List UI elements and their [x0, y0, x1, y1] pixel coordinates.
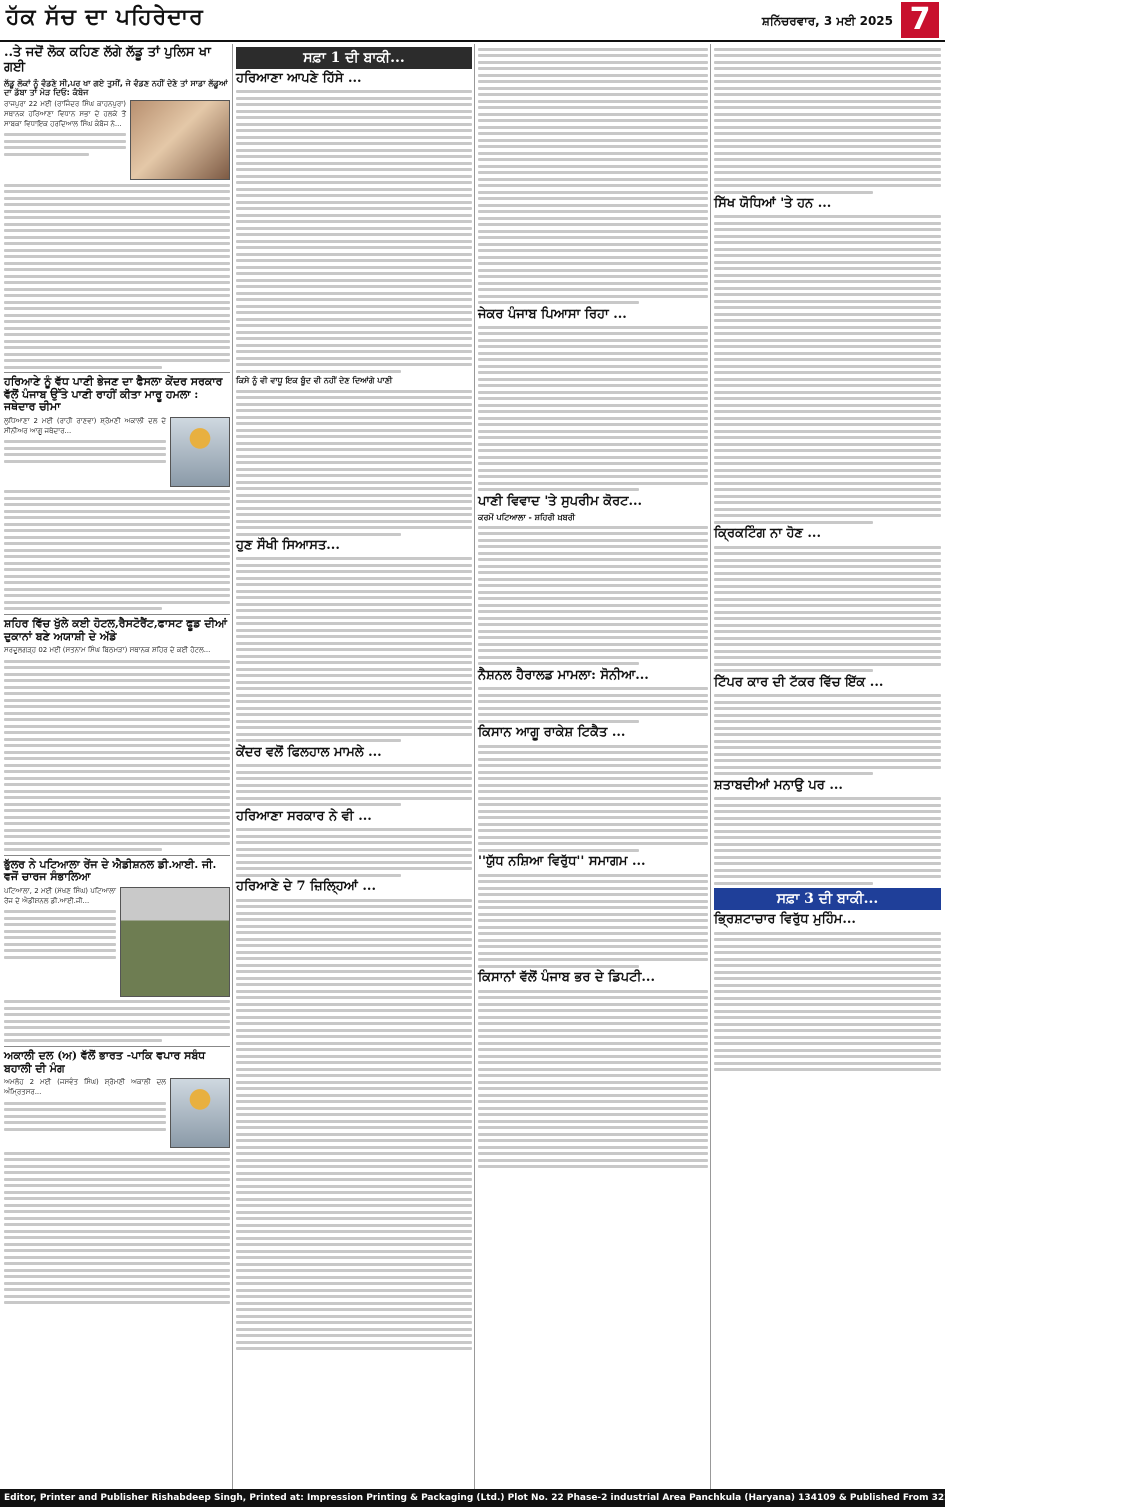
article-subhead: ਕਿਸੇ ਨੂੰ ਵੀ ਵਾਧੂ ਇਕ ਬੂੰਦ ਵੀ ਨਹੀਂ ਦੇਣ ਦਿਆਂਗੇ ਪਾਣੀ: [236, 376, 393, 386]
article-body-text: [478, 526, 708, 666]
column-2: [236, 44, 472, 1489]
article-body-text: [4, 133, 126, 156]
article-body-text: [478, 326, 708, 492]
article-body-text: [4, 1152, 230, 1305]
article-body-text: [236, 90, 472, 373]
article-headline: ਕੇਂਦਰ ਵਲੋਂ ਫਿਲਹਾਲ ਮਾਮਲੇ ...: [236, 744, 382, 760]
article-body-text: [478, 745, 708, 852]
article-body-text: [236, 764, 472, 806]
article-headline: ਭ੍ਰਿਸ਼ਟਾਚਾਰ ਵਿਰੁੱਧ ਮੁਹਿੰਮ...: [714, 912, 856, 928]
column-4: [714, 44, 941, 1489]
article-body-text: [4, 660, 230, 852]
article-headline: ਕ੍ਰਿਕਟਿੰਗ ਨਾ ਹੋਣ ...: [714, 526, 821, 542]
article-headline: ਅਕਾਲੀ ਦਲ (ਅ) ਵੱਲੋਂ ਭਾਰਤ -ਪਾਕਿ ਵਪਾਰ ਸਬੰਧ ਬਹਾਲੀ ਦੀ ਮੰਗ: [4, 1048, 206, 1075]
article-subhead: ਲੱਡੂ ਲੋਕਾਂ ਨੂੰ ਵੰਡਣੇ ਸੀ,ਪਰ ਖਾ ਗਏ ਤੁਸੀਂ, ਜੇ ਵੰਡਣ ਨਹੀਂ ਦੇਣੇ ਤਾਂ ਸਾਡਾ ਲੱਡੂਆਂ ਦਾ ਡੱਬਾ ਤਾਂ ਮੋੜ ਦਿਓ: ਕੰਬੋਜ: [4, 78, 228, 98]
article-body-text: [478, 990, 708, 1169]
portrait-photo: [170, 417, 230, 487]
column-divider: [710, 44, 711, 1489]
article-body-text: [714, 932, 941, 1072]
article-body-text: [4, 910, 116, 959]
column-1: [4, 44, 230, 1489]
article-dateline: ਰਾਜਪੁਰਾ 22 ਮਈ (ਰਾਜਿੰਦਰ ਸਿੰਘ ਕਾਹਨਪੁਰਾ) ਸਥਾਨਕ ਹਰਿਆਣਾ ਵਿਧਾਨ ਸਭਾ ਦੇ ਹਲਕੇ ਤੋਂ ਸਾਬਕਾ ਵਿਧਾਇਕ ਹਰਦਿਆਲ ਸਿੰਘ ਕੰਬੋਜ ਨੇ...: [4, 100, 126, 128]
article-headline: ਸ਼ਹਿਰ ਵਿੱਚ ਖੁੱਲੇ ਕਈ ਹੋਟਲ,ਰੈਸਟੋਰੈਂਟ,ਫਾਸਟ ਫੂਡ ਦੀਆਂ ਦੁਕਾਨਾਂ ਬਣੇ ਅਯਾਸ਼ੀ ਦੇ ਅੱਡੇ: [4, 616, 227, 643]
column-3: [478, 44, 708, 1489]
article-headline: ਕਿਸਾਨਾਂ ਵੱਲੋਂ ਪੰਜਾਬ ਭਰ ਦੇ ਡਿਪਟੀ...: [478, 970, 655, 986]
article-body-text: [714, 48, 941, 194]
page-number: 7: [901, 2, 939, 38]
article-dateline: ਪਟਿਆਲਾ, 2 ਮਈ (ਮੱਖਣ ਸਿੰਘ) ਪਟਿਆਲਾ ਰੇਂਜ ਦੇ ਐਡੀਸ਼ਨਲ ਡੀ.ਆਈ.ਜੀ...: [4, 886, 116, 905]
article-body-text: [714, 546, 941, 673]
article-body-text: [4, 184, 230, 369]
portrait-photo: [170, 1078, 230, 1148]
news-photo: [130, 100, 230, 180]
article-headline: ਨੈਸ਼ਨਲ ਹੈਰਾਲਡ ਮਾਮਲਾ: ਸੋਨੀਆ...: [478, 667, 649, 683]
article-headline: ਹਰਿਆਣਾ ਆਪਣੇ ਹਿੱਸੇ ...: [236, 71, 362, 86]
article-headline: ਜੇਕਰ ਪੰਜਾਬ ਪਿਆਸਾ ਰਿਹਾ ...: [478, 306, 627, 322]
issue-date: ਸ਼ਨਿੱਚਰਵਾਰ, 3 ਮਈ 2025: [761, 14, 893, 28]
article-body-text: [478, 874, 708, 968]
article-headline: ਕਿਸਾਨ ਆਗੂ ਰਾਕੇਸ਼ ਟਿਕੈਤ ...: [478, 725, 626, 741]
article-body-text: [714, 694, 941, 775]
article-body-text: [4, 490, 230, 610]
article-body-text: [478, 687, 708, 723]
article-body-text: [236, 390, 472, 536]
article-byline: ਕਰਮੋਂ ਪਟਿਆਲਾ - ਸ਼ਹਿਰੀ ਖ਼ਬਰੀ: [478, 512, 576, 522]
publisher-imprint: Editor, Printer and Publisher Rishabdeep Singh, Printed at: Impression Printing & Packaging (Ltd.) Plot No. 22 Phase-2 industrial Area Panchkula (Haryana) 134109 & Published From 3223, First Floor, Sector-35D, Chandigarh: [0, 1489, 945, 1507]
article-headline: ਹਰਿਆਣੇ ਦੇ 7 ਜ਼ਿਲ੍ਹਿਆਂ ...: [236, 879, 376, 895]
article-headline: ..ਤੇ ਜਦੋਂ ਲੋਕ ਕਹਿਣ ਲੱਗੇ ਲੱਡੂ ਤਾਂ ਪੁਲਿਸ ਖਾ ਗਈ: [4, 45, 211, 75]
news-photo: [120, 887, 230, 997]
article-dateline: ਸਰਦੂਲਗੜ੍ਹ 02 ਮਈ (ਸਤਨਾਮ ਸਿੰਘ ਬਿਠਮੜਾ) ਸਥਾਨਕ ਸ਼ਹਿਰ ਦੇ ਕਈ ਹੋਟਲ...: [4, 646, 211, 655]
article-body-text: [236, 899, 472, 1351]
column-divider: [474, 44, 475, 1489]
article-headline: ਸਿੱਖ ਯੋਧਿਆਂ 'ਤੇ ਹਨ ...: [714, 196, 832, 211]
article-headline: ਭੁੱਲਰ ਨੇ ਪਟਿਆਲਾ ਰੇਂਜ ਦੇ ਐਡੀਸ਼ਨਲ ਡੀ.ਆਈ. ਜੀ. ਵਜੋਂ ਚਾਰਜ ਸੰਭਾਲਿਆ: [4, 857, 217, 884]
section-banner: ਸਫ਼ਾ 1 ਦੀ ਬਾਕੀ...: [236, 47, 472, 69]
column-divider: [232, 44, 233, 1489]
article-headline: ''ਯੁੱਧ ਨਸ਼ਿਆ ਵਿਰੁੱਧ'' ਸਮਾਗਮ ...: [478, 854, 646, 870]
masthead: [0, 0, 945, 42]
article-headline: ਹਰਿਆਣੇ ਨੂੰ ਵੱਧ ਪਾਣੀ ਭੇਜਣ ਦਾ ਫੈਸਲਾ ਕੇਂਦਰ ਸਰਕਾਰ ਵੱਲੋਂ ਪੰਜਾਬ ਉੱਤੇ ਪਾਣੀ ਰਾਹੀਂ ਕੀਤਾ ਮਾਰੂ ਹਮਲਾ : ਜਥੇਦਾਰ ਚੀਮਾ: [4, 375, 223, 414]
article-body-text: [236, 557, 472, 742]
article-body-text: [478, 48, 708, 305]
article-headline: ਹਰਿਆਣਾ ਸਰਕਾਰ ਨੇ ਵੀ ...: [236, 808, 372, 824]
section-banner: ਸਫ਼ਾ 3 ਦੀ ਬਾਕੀ...: [714, 888, 941, 910]
article-body-text: [4, 1102, 166, 1131]
newspaper-logo: [6, 4, 204, 30]
article-dateline: ਲੁਧਿਆਣਾ 2 ਮਈ (ਰਾਹੀ ਰਾਣਵਾ) ਸ਼੍ਰੋਮਣੀ ਅਕਾਲੀ ਦਲ ਦੇ ਸੀਨੀਅਰ ਆਗੂ ਜਥੇਦਾਰ...: [4, 416, 166, 435]
article-body-text: [4, 1000, 230, 1042]
article-body-text: [4, 440, 166, 463]
article-dateline: ਅਮਲੋਹ 2 ਮਈ (ਜਸਵੰਤ ਸਿੰਘ) ਸ਼੍ਰੋਮਣੀ ਅਕਾਲੀ ਦਲ ਅੰਮ੍ਰਿਤਸਰ...: [4, 1078, 166, 1097]
article-headline: ਪਾਣੀ ਵਿਵਾਦ 'ਤੇ ਸੁਪਰੀਮ ਕੋਰਟ...: [478, 493, 643, 509]
article-headline: ਸ਼ਤਾਬਦੀਆਂ ਮਨਾਉ ਪਰ ...: [714, 777, 843, 793]
article-body-text: [236, 828, 472, 877]
article-body-text: [714, 797, 941, 885]
logo-text: ਹੱਕ ਸੱਚ ਦਾ ਪਹਿਰੇਦਾਰ: [6, 4, 204, 30]
article-headline: ਟਿੱਪਰ ਕਾਰ ਦੀ ਟੱਕਰ ਵਿੱਚ ਇੱਕ ...: [714, 674, 884, 690]
article-headline: ਹੁਣ ਸੌਖੀ ਸਿਆਸਤ...: [236, 538, 340, 554]
article-body-text: [714, 215, 941, 524]
